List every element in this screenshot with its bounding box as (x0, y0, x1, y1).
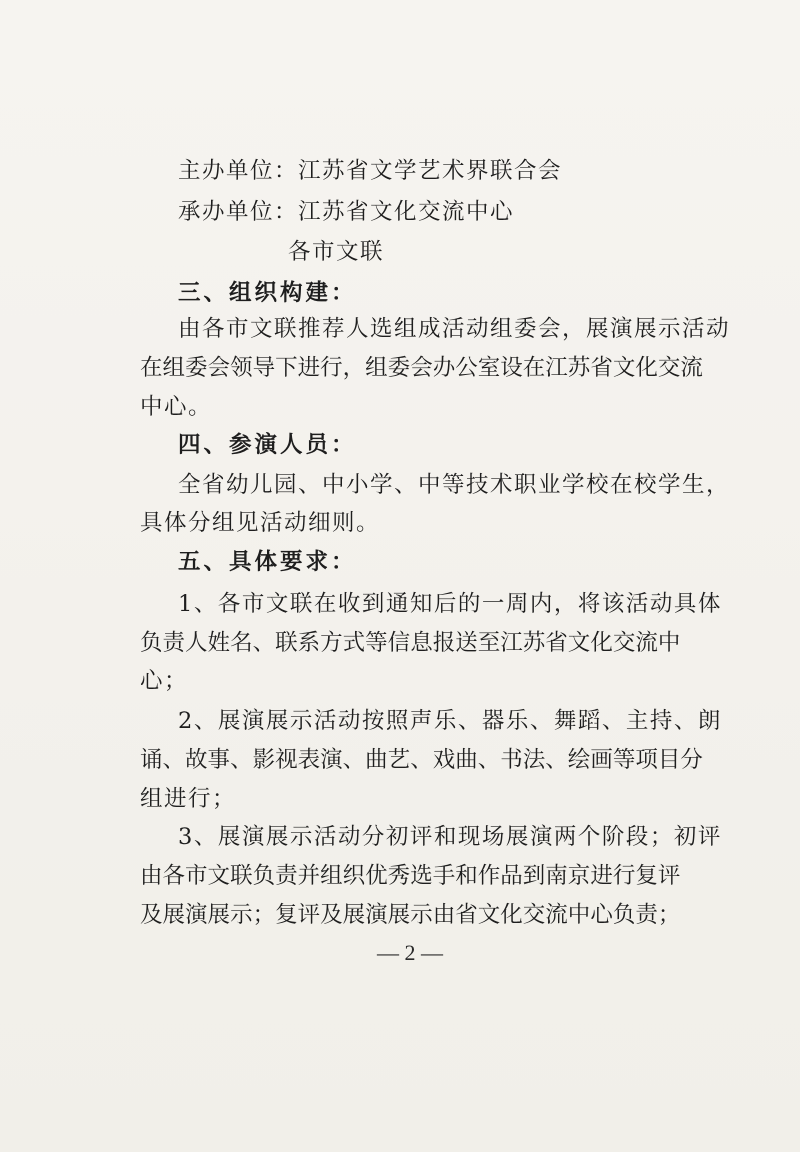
glyph: 影 (252, 747, 276, 773)
glyph: 市 (185, 863, 208, 889)
glyph: 等 (612, 747, 636, 773)
item-3-line-1: 3、展演展示活动分初评和现场展演两个阶段；初评 (178, 824, 722, 850)
glyph: 系 (297, 630, 321, 656)
glyph: 、 (230, 747, 253, 773)
glyph: 联 (230, 863, 253, 889)
co-unit-label: 承办单位： (178, 199, 299, 225)
glyph: 苏 (522, 630, 546, 656)
co-unit-value-1: 江苏省文化交流中心 (298, 199, 515, 225)
glyph: 委 (185, 355, 208, 381)
glyph: 戏 (432, 747, 456, 773)
glyph: 作 (477, 863, 501, 889)
glyph: 复 (275, 902, 298, 928)
glyph: 、 (252, 630, 276, 656)
glyph: 演 (365, 902, 388, 928)
glyph: 项 (635, 747, 658, 773)
item-3-line-2 (140, 863, 681, 889)
glyph: 和 (455, 863, 478, 889)
glyph: 、 (342, 747, 366, 773)
glyph: 展 (207, 902, 231, 928)
glyph: 省 (545, 630, 568, 656)
glyph: 组 (162, 355, 186, 381)
glyph: 在 (140, 355, 163, 381)
glyph: 演 (185, 902, 208, 928)
glyph: 视 (275, 747, 298, 773)
glyph: 织 (342, 863, 366, 889)
glyph: 负 (252, 863, 276, 889)
glyph: 、 (477, 747, 501, 773)
glyph: 曲 (365, 747, 388, 773)
glyph: 由 (140, 863, 163, 889)
glyph: 评 (297, 902, 321, 928)
glyph: 行 (320, 355, 343, 381)
item-1-line-2 (140, 630, 681, 656)
co-unit-value-2: 各市文联 (288, 239, 385, 265)
glyph: 目 (657, 747, 681, 773)
glyph: 苏 (567, 355, 591, 381)
glyph: ； (252, 902, 276, 928)
section-3-heading: 三、组织构建： (178, 280, 357, 306)
section-5-heading: 五、具体要求： (178, 549, 357, 575)
glyph: 到 (522, 863, 546, 889)
section-4-line-2: 具体分组见活动细则。 (140, 510, 381, 536)
item-2-line-2 (140, 747, 703, 773)
glyph: 品 (500, 863, 523, 889)
item-2-line-1: 2、展演展示活动按照声乐、器乐、舞蹈、主持、朗 (178, 708, 722, 734)
glyph: 报 (432, 630, 456, 656)
glyph: 文 (567, 630, 591, 656)
glyph: 交 (522, 902, 546, 928)
glyph: 导 (252, 355, 276, 381)
glyph: 交 (657, 355, 681, 381)
glyph: 艺 (387, 747, 411, 773)
glyph: 诵 (140, 747, 163, 773)
glyph: 省 (590, 355, 613, 381)
glyph: 室 (477, 355, 501, 381)
glyph: 负 (140, 630, 163, 656)
section-3-line-2 (140, 355, 703, 381)
glyph: 流 (635, 630, 658, 656)
glyph: 化 (635, 355, 658, 381)
glyph: 分 (680, 747, 703, 773)
section-4-heading: 四、参演人员： (178, 432, 357, 458)
glyph: 公 (455, 355, 478, 381)
glyph: 省 (455, 902, 478, 928)
glyph: 责 (162, 630, 186, 656)
glyph: 书 (500, 747, 523, 773)
glyph: 评 (657, 863, 681, 889)
item-1-line-3: 心； (140, 668, 189, 694)
glyph: 下 (275, 355, 298, 381)
glyph: 示 (410, 902, 433, 928)
glyph: 组 (320, 863, 343, 889)
glyph: 进 (590, 863, 613, 889)
glyph: 及 (320, 902, 343, 928)
glyph: 领 (230, 355, 253, 381)
glyph: 展 (342, 902, 366, 928)
glyph: 在 (522, 355, 546, 381)
item-3-line-3 (140, 902, 681, 928)
glyph: 京 (567, 863, 591, 889)
glyph: 中 (657, 630, 681, 656)
glyph: 文 (477, 902, 501, 928)
glyph: 、 (545, 747, 568, 773)
glyph: 组 (365, 355, 388, 381)
glyph: 由 (432, 902, 456, 928)
glyph: 心 (590, 902, 613, 928)
glyph: 息 (410, 630, 433, 656)
glyph: 事 (207, 747, 231, 773)
glyph: 姓 (207, 630, 231, 656)
glyph: 流 (545, 902, 568, 928)
glyph: 责 (275, 863, 298, 889)
glyph: 进 (297, 355, 321, 381)
glyph: 故 (185, 747, 208, 773)
glyph: 、 (162, 747, 186, 773)
glyph: 送 (455, 630, 478, 656)
glyph: 文 (207, 863, 231, 889)
glyph: 等 (365, 630, 388, 656)
glyph: 中 (567, 902, 591, 928)
glyph: 示 (230, 902, 253, 928)
glyph: ， (342, 355, 366, 381)
glyph: 法 (522, 747, 546, 773)
glyph: 江 (545, 355, 568, 381)
glyph: 选 (410, 863, 433, 889)
glyph: 交 (612, 630, 636, 656)
item-1-line-1: 1、各市文联在收到通知后的一周内，将该活动具体 (178, 591, 722, 617)
glyph: 绘 (567, 747, 591, 773)
glyph: 展 (162, 902, 186, 928)
glyph: 及 (140, 902, 163, 928)
glyph: 负 (612, 902, 636, 928)
glyph: 化 (500, 902, 523, 928)
glyph: 表 (297, 747, 321, 773)
glyph: 方 (320, 630, 343, 656)
glyph: ； (657, 902, 681, 928)
item-2-line-3: 组进行； (140, 786, 237, 812)
section-3-line-1: 由各市文联推荐人选组成活动组委会，展演展示活动 (178, 316, 731, 342)
section-3-line-3: 中心。 (140, 394, 213, 420)
glyph: 责 (635, 902, 658, 928)
host-unit-line (178, 160, 562, 183)
glyph: 文 (612, 355, 636, 381)
glyph: 秀 (387, 863, 411, 889)
glyph: 手 (432, 863, 456, 889)
glyph: 化 (590, 630, 613, 656)
glyph: 流 (680, 355, 703, 381)
host-unit-label: 主办单位： (178, 158, 299, 184)
glyph: 联 (275, 630, 298, 656)
glyph: 名 (230, 630, 253, 656)
glyph: 曲 (455, 747, 478, 773)
glyph: 并 (297, 863, 321, 889)
glyph: 人 (185, 630, 208, 656)
glyph: 信 (387, 630, 411, 656)
glyph: 委 (387, 355, 411, 381)
glyph: 设 (500, 355, 523, 381)
glyph: 复 (635, 863, 658, 889)
glyph: 、 (410, 747, 433, 773)
glyph: 至 (477, 630, 501, 656)
glyph: 办 (432, 355, 456, 381)
co-unit-line (178, 201, 514, 224)
glyph: 演 (320, 747, 343, 773)
glyph: 南 (545, 863, 568, 889)
glyph: 优 (365, 863, 388, 889)
glyph: 行 (612, 863, 636, 889)
host-unit-value: 江苏省文学艺术界联合会 (298, 158, 563, 184)
glyph: 江 (500, 630, 523, 656)
glyph: 会 (410, 355, 433, 381)
glyph: 会 (207, 355, 231, 381)
glyph: 式 (342, 630, 366, 656)
glyph: 画 (590, 747, 613, 773)
glyph: 各 (162, 863, 186, 889)
section-4-line-1: 全省幼儿园、中小学、中等技术职业学校在校学生， (178, 472, 731, 498)
page-number: — 2 — (377, 940, 443, 965)
glyph: 展 (387, 902, 411, 928)
